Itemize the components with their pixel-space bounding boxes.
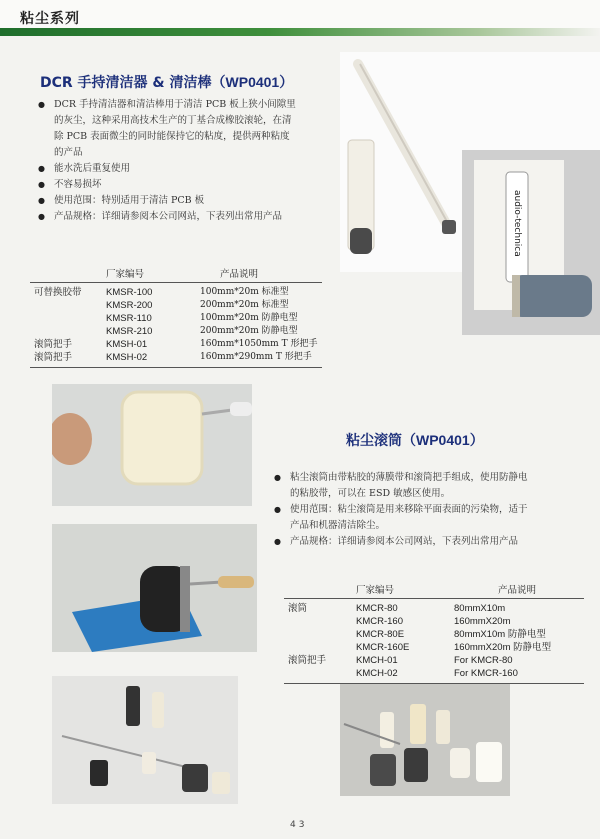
section2-title-code: （WP0401） [402,432,484,448]
page-number: 43 [290,820,308,830]
table-row [284,641,584,654]
product-assortment-photo [52,676,238,804]
table-row [30,338,322,351]
table-cell-category [284,641,352,654]
section1-title [40,72,293,92]
table-header-row [284,582,584,599]
section2-title-text: 粘尘滚筒 [346,433,402,449]
table-cell-code: KMSR-110 [106,313,152,324]
table-cell-category [30,312,102,325]
section1-title-code: （WP0401） [211,74,294,90]
table-cell-category: 滚筒把手 [288,655,327,666]
section1-spec-table [30,266,322,368]
section2-title [346,430,484,450]
table-cell-code: KMCR-80E [356,629,405,640]
table-header-cell [284,582,352,599]
section1-bullets [38,97,298,225]
table-cell-desc: For KMCR-80 [454,655,513,666]
table-cell-category [30,299,102,312]
section2-spec-table [284,582,584,684]
table-cell-category: 滚筒把手 [30,351,102,368]
series-title: 粘尘系列 [20,11,80,27]
table-header-row [30,266,322,283]
table-cell-desc: For KMCR-160 [450,667,584,684]
table-cell-desc: 200mm*20m 标准型 [200,300,289,310]
table-cell-code: KMCH-02 [352,667,450,684]
table-cell-desc: 160mmX20m 防静电型 [454,642,552,653]
section1-bullet: ● 不容易损坏 [38,177,298,193]
table-header-cell: 产品说明 [196,266,322,283]
section2-bullet: ● 使用范围：粘尘滚筒是用来移除平面表面的污染物，适于产品和机器清洁除尘。 [274,502,530,534]
section2-bullets [274,470,530,550]
table-cell-code: KMCR-160E [356,642,410,653]
table-row [284,667,584,684]
table-row [284,628,584,641]
table-cell-category [284,628,352,641]
table-cell-code: KMSR-100 [106,287,153,298]
section2-bullet: ● 粘尘滚筒由带粘胶的薄膜带和滚筒把手组成，使用防静电的粘胶带，可以在 ESD 敏感区使用。 [274,470,530,502]
table-cell-desc: 160mm*290mm T 形把手 [196,351,322,368]
table-row [30,312,322,325]
roller-in-hand-photo [52,384,252,506]
table-cell-category: 可替换胶带 [34,287,82,298]
hand-roller-photo [462,150,600,335]
roller-on-film-photo [52,524,257,652]
table-cell-code: KMSH-01 [106,339,148,350]
table-cell-desc: 100mm*20m 标准型 [200,287,289,297]
table-cell-desc: 160mmX20m [454,616,511,627]
table-row [284,615,584,628]
section1-bullet: ● 使用范围：特别适用于清洁 PCB 板 [38,193,298,209]
table-cell-desc: 80mmX10m [454,603,506,614]
section1-bullet: ● DCR 手持清洁器和清洁棒用于清洁 PCB 板上狭小间隙里的灰尘，这种采用高技术生产的丁基合成橡胶滚轮，在清除 PCB 表面微尘的同时能保持它的粘度，提供两种粘度的产品 [38,97,298,161]
table-row [30,325,322,338]
table-cell-code: KMSR-200 [106,300,153,311]
table-header-cell: 厂家编号 [352,582,450,599]
table-cell-desc: 200mm*20m 防静电型 [200,326,298,336]
section2-bullet: ● 产品规格：详细请参阅本公司网站，下表列出常用产品 [274,534,530,550]
table-row [30,351,322,368]
roller-brand-label: audio-technica [512,190,522,257]
section1-bullet: ● 产品规格：详细请参阅本公司网站，下表列出常用产品 [38,209,298,225]
section1-bullet: ● 能水洗后重复使用 [38,161,298,177]
table-cell-desc: 100mm*20m 防静电型 [200,313,298,323]
table-cell-code: KMSH-02 [102,351,196,368]
roller-assortment-photo [340,684,510,796]
table-cell-category [284,667,352,684]
table-cell-desc: 160mm*1050mm T 形把手 [200,339,318,349]
table-row [30,283,322,300]
table-row [284,599,584,616]
table-header-cell: 产品说明 [450,582,584,599]
table-header-cell [30,266,102,283]
table-cell-code: KMCR-80 [356,603,398,614]
table-cell-code: KMSR-210 [106,326,153,337]
header-green-bar [0,28,600,36]
section1-title-text: DCR 手持清洁器 & 清洁棒 [40,75,212,91]
table-row [30,299,322,312]
table-header-cell: 厂家编号 [102,266,196,283]
table-cell-code: KMCH-01 [356,655,398,666]
table-row [284,654,584,667]
table-cell-category: 滚筒把手 [34,339,73,350]
table-cell-category [30,325,102,338]
table-cell-code: KMCR-160 [356,616,403,627]
table-cell-category: 滚筒 [288,603,308,614]
table-cell-desc: 80mmX10m 防静电型 [454,629,546,640]
table-cell-category [284,615,352,628]
